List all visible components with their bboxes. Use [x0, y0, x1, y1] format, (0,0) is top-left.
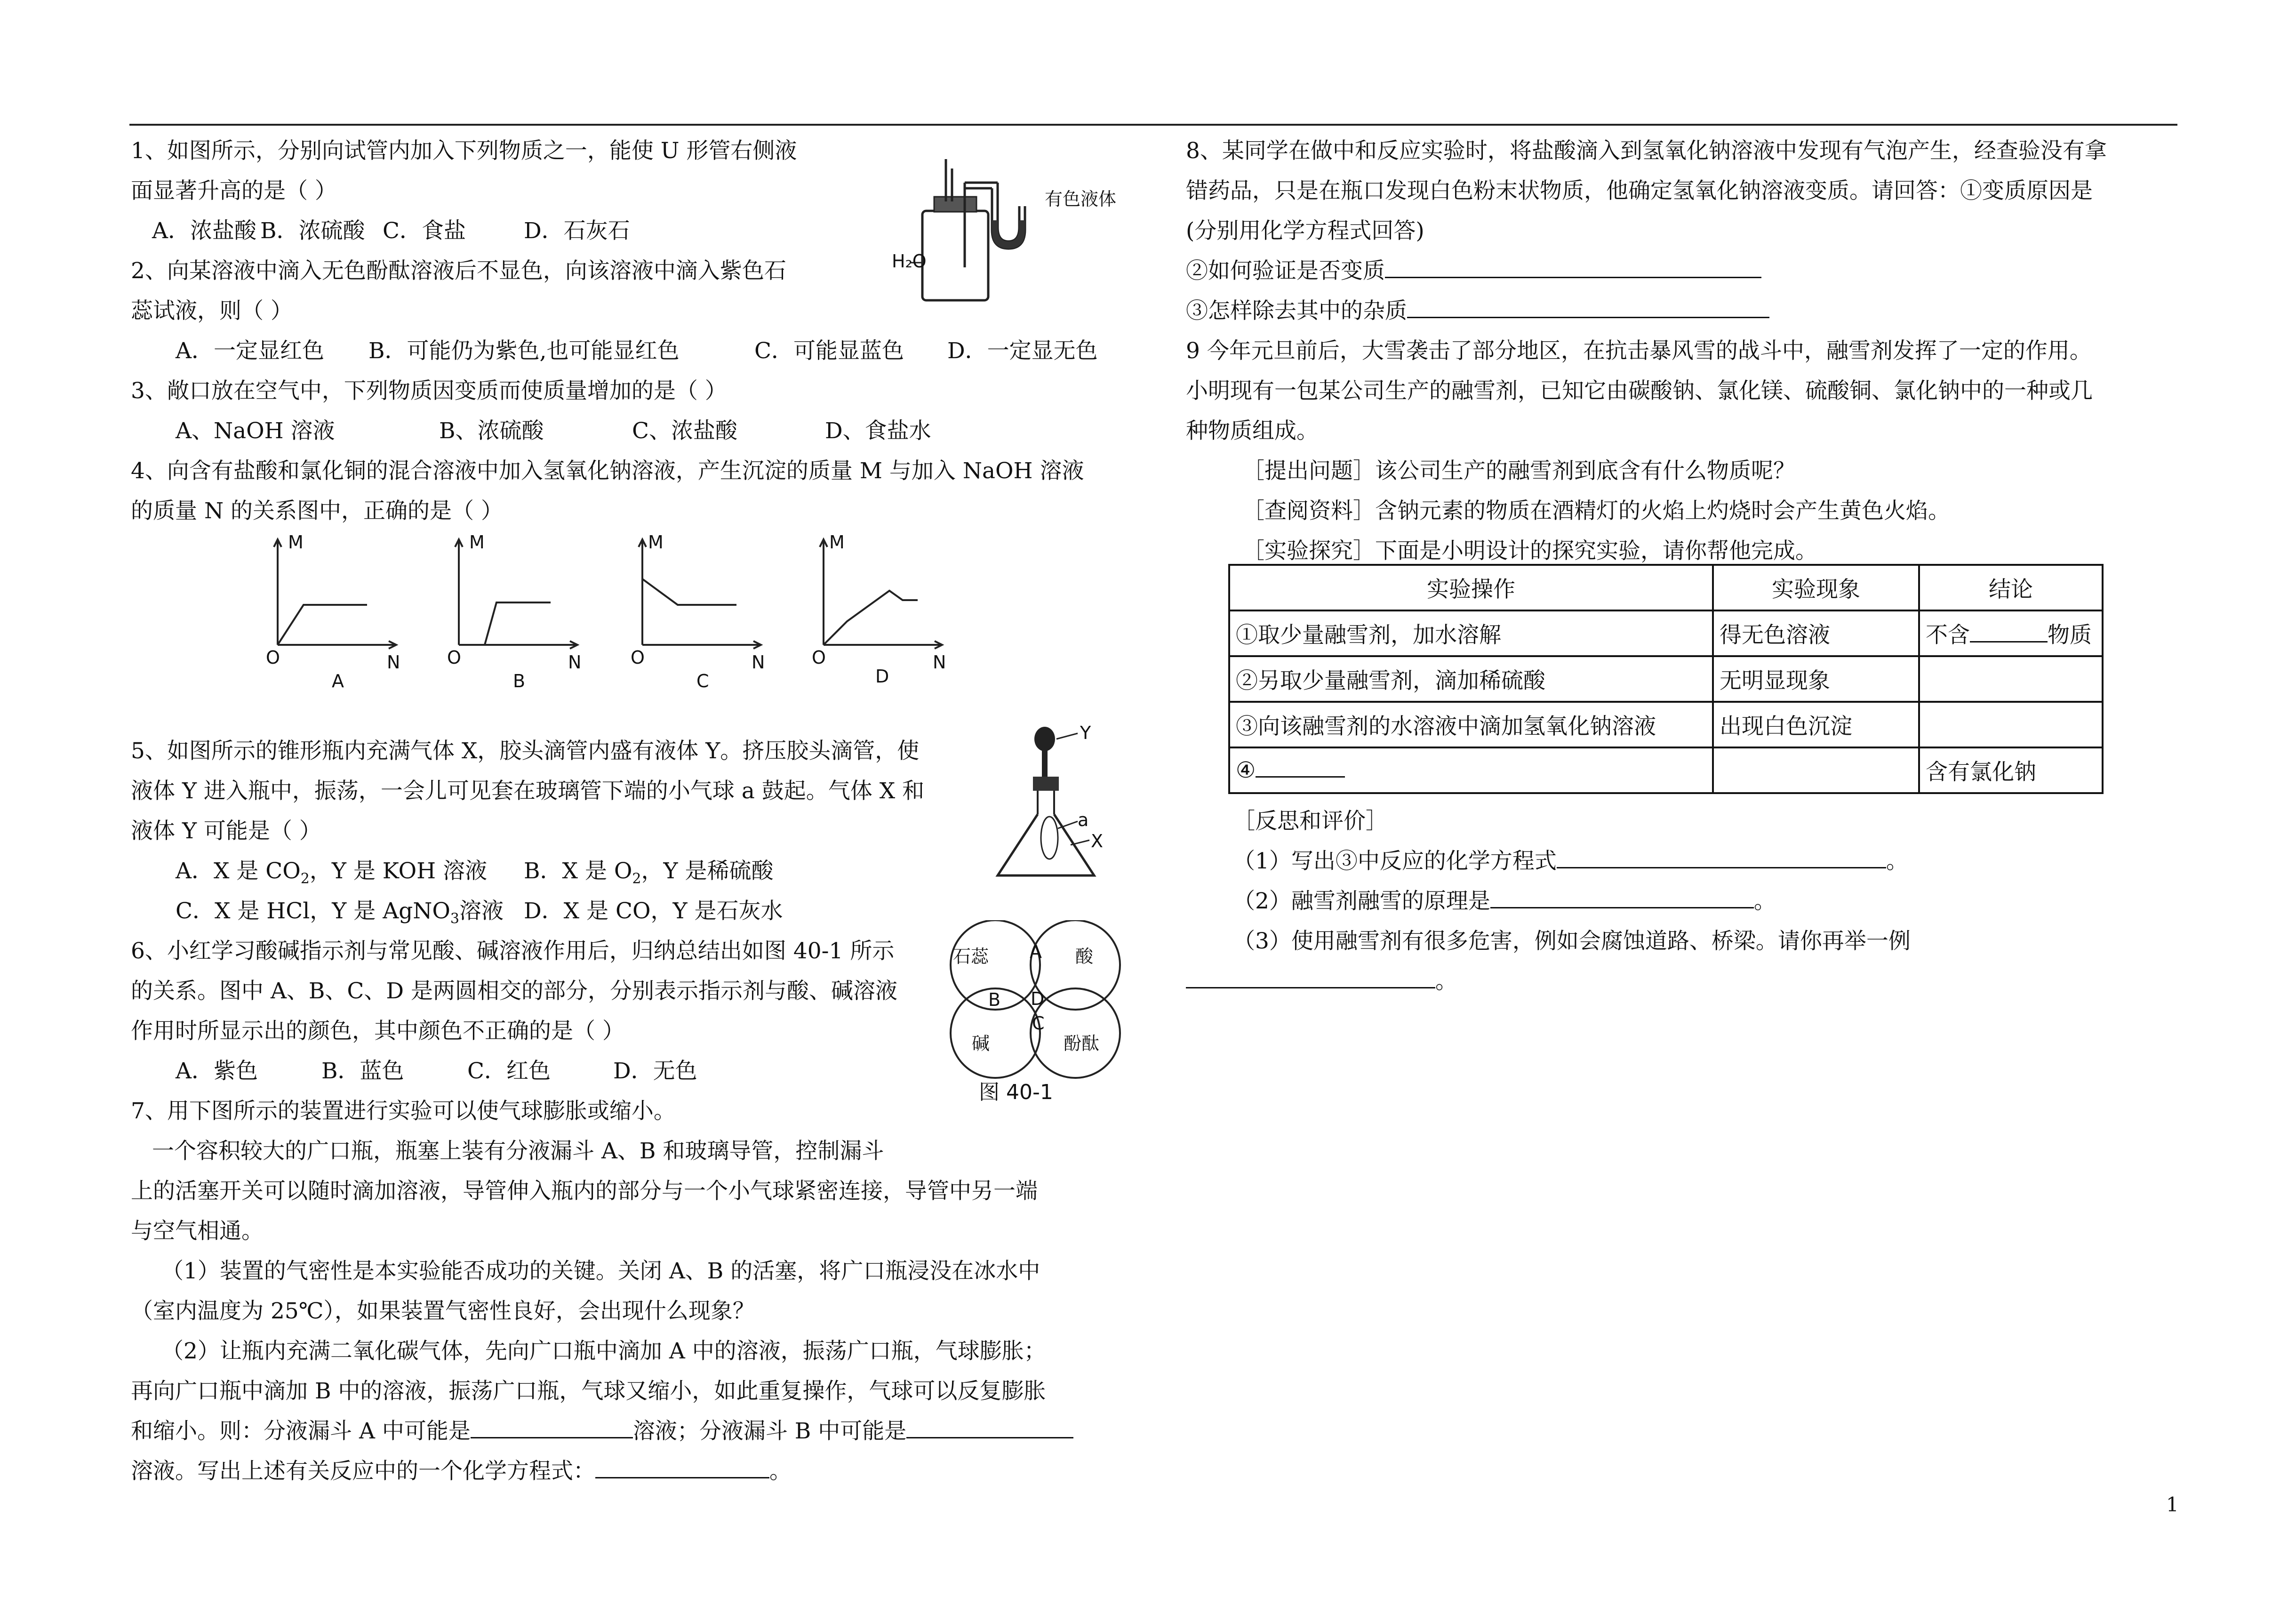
q6-line2: 的关系。图中 A、B、C、D 是两圆相交的部分，分别表示指示剂与酸、碱溶液 [131, 978, 898, 1004]
q3-line1: 3、敞口放在空气中，下列物质因变质而使质量增加的是（ ） [131, 378, 727, 404]
q8-line5 [1186, 291, 2184, 331]
q7-line10 [131, 1451, 1138, 1491]
q2-line2: 蕊试液，则（ ） [131, 298, 293, 324]
q5-option-b-rest: ，Y 是稀硫酸 [641, 858, 774, 884]
q6-line3: 作用时所显示出的颜色，其中颜色不正确的是（ ） [131, 1018, 624, 1044]
q9-line1: 9 今年元旦前后，大雪袭击了部分地区，在抗击暴风雪的战斗中，融雪剂发挥了一定的作用。 [1186, 338, 2092, 364]
q9-line5: ［查阅资料］含钠元素的物质在酒精灯的火焰上灼烧时会产生黄色火焰。 [1242, 498, 1950, 524]
q5-fig-x-label: X [1091, 831, 1104, 851]
q9-line4: ［提出问题］该公司生产的融雪剂到底含有什么物质呢？ [1242, 458, 1795, 484]
table-cell-ph-2: 无明显现象 [1713, 656, 1919, 702]
q8-blank-verify[interactable] [1385, 253, 1761, 278]
q2-options [131, 331, 1138, 371]
reflect-3-end: 。 [1435, 968, 1457, 994]
q4-a-origin: O [266, 647, 280, 668]
q1-option-c: C．食盐 [383, 218, 466, 244]
venn-litmus-label: 石蕊 [953, 946, 989, 967]
table-header-phenomenon: 实验现象 [1713, 565, 1919, 610]
table-header-conclusion: 结论 [1919, 565, 2103, 610]
q4-b-axis-y: M [469, 532, 485, 553]
q4-b-origin: O [447, 647, 461, 668]
q1-fig-liquid-label: 有色液体 [1045, 189, 1117, 209]
reflect-1-text: （1）写出③中反应的化学方程式 [1233, 848, 1557, 874]
table-cell-op-2: ②另取少量融雪剂，滴加稀硫酸 [1229, 656, 1713, 702]
q3-option-b: B、浓硫酸 [439, 418, 544, 444]
q7-line6: （室内温度为 25℃），如果装置气密性良好，会出现什么现象？ [131, 1298, 755, 1324]
venn-a-label: A [1030, 941, 1042, 962]
q2-option-a: A．一定显红色 [176, 338, 324, 364]
q5-option-c-text: C．X 是 HCl，Y 是 AgNO [176, 898, 450, 924]
table-cell-con-2[interactable] [1919, 656, 2103, 702]
table-row [1229, 656, 2103, 702]
table-cell-op-3: ③向该融雪剂的水溶液中滴加氢氧化钠溶液 [1229, 702, 1713, 747]
table-cell-con-1 [1919, 610, 2103, 656]
table-cell-op-4 [1229, 747, 1713, 793]
reflect-3: （3）使用融雪剂有很多危害，例如会腐蚀道路、桥梁。请你再举一例 [1233, 928, 1911, 954]
q4-graph-a [266, 532, 400, 691]
q4-graph-b [447, 532, 581, 691]
q7-line10a: 溶液。写出上述有关反应中的一个化学方程式： [131, 1458, 595, 1484]
q7-line7: （2）让瓶内充满二氧化碳气体，先向广口瓶中滴加 A 中的溶液，振荡广口瓶，气球膨胀； [161, 1338, 1046, 1364]
q7-blank-equation[interactable] [595, 1453, 769, 1478]
q7-line4: 与空气相通。 [131, 1218, 264, 1244]
q5-option-c-sub: 3 [450, 910, 459, 927]
q2-option-b: B．可能仍为紫色,也可能显红色 [368, 338, 680, 364]
q7-line8: 再向广口瓶中滴加 B 中的溶液，振荡广口瓶，气球又缩小，如此重复操作，气球可以反复膨胀 [131, 1378, 1046, 1404]
q5-fig-a-label: a [1078, 810, 1089, 830]
q5-flask-figure [984, 720, 1134, 890]
q6-option-c: C．红色 [467, 1058, 551, 1084]
q4-d-origin: O [812, 647, 826, 668]
venn-d-label: D [1031, 988, 1045, 1009]
table-blank-operation-4[interactable] [1256, 757, 1345, 778]
q8-line5-text: ③怎样除去其中的杂质 [1186, 298, 1407, 324]
q4-d-axis-y: M [829, 532, 845, 553]
header-rule [129, 124, 2177, 126]
reflect-1-end: 。 [1886, 848, 1908, 874]
q4-graph-d [812, 532, 946, 687]
table-row [1229, 747, 2103, 793]
q7-blank-funnel-b[interactable] [906, 1413, 1073, 1438]
table-header-operation: 实验操作 [1229, 565, 1713, 610]
reflect-2 [1186, 881, 2184, 921]
reflect-1-blank[interactable] [1557, 843, 1886, 868]
table-row [1229, 610, 2103, 656]
q7-blank-funnel-a[interactable] [471, 1413, 633, 1438]
q4-c-origin: O [631, 647, 645, 668]
q5-line3: 液体 Y 可能是（ ） [131, 818, 321, 844]
q7-line9 [131, 1411, 1138, 1451]
q5-fig-y-label: Y [1080, 723, 1091, 743]
venn-caption: 图 40-1 [979, 1080, 1053, 1104]
table-cell-con-1-suffix: 物质 [2048, 622, 2092, 648]
reflect-1 [1186, 841, 2184, 881]
table-cell-ph-3: 出现白色沉淀 [1713, 702, 1919, 747]
q7-line9a: 和缩小。则：分液漏斗 A 中可能是 [131, 1418, 471, 1444]
q6-option-a: A．紫色 [176, 1058, 258, 1084]
q6-option-d: D．无色 [613, 1058, 697, 1084]
q9-line3: 种物质组成。 [1186, 418, 1319, 444]
q5-option-c-rest: 溶液 [459, 898, 504, 924]
q4-line2: 的质量 N 的关系图中，正确的是（ ） [131, 498, 503, 524]
q5-option-a-rest: ，Y 是 KOH 溶液 [309, 858, 488, 884]
q6-venn-figure [934, 920, 1141, 1108]
venn-base-label: 碱 [972, 1033, 990, 1054]
q5-line1: 5、如图所示的锥形瓶内充满气体 X，胶头滴管内盛有液体 Y。挤压胶头滴管，使 [131, 738, 920, 764]
reflect-2-end: 。 [1753, 888, 1776, 914]
reflect-3-blank[interactable] [1186, 964, 1435, 988]
venn-c-label: C [1032, 1013, 1045, 1034]
q2-option-c: C．可能显蓝色 [754, 338, 904, 364]
q4-b-label: B [513, 671, 526, 691]
right-column [1186, 131, 2184, 571]
q1-line2: 面显著升高的是（ ） [131, 178, 337, 204]
q8-line3: (分别用化学方程式回答) [1186, 218, 1424, 244]
q7-line5: （1）装置的气密性是本实验能否成功的关键。关闭 A、B 的活塞，将广口瓶浸没在冰水中 [161, 1258, 1040, 1284]
q8-line1: 8、某同学在做中和反应实验时，将盐酸滴入到氢氧化钠溶液中发现有气泡产生，经查验没有拿 [1186, 138, 2107, 164]
q1-option-a: A．浓盐酸 [152, 218, 256, 244]
q1-line1: 1、如图所示，分别向试管内加入下列物质之一，能使 U 形管右侧液 [131, 138, 797, 164]
q2-line1: 2、向某溶液中滴入无色酚酞溶液后不显色，向该溶液中滴入紫色石 [131, 258, 786, 284]
table-header-row [1229, 565, 2103, 610]
q5-option-b-text: B．X 是 O [524, 858, 632, 884]
q5-option-d: D．X 是 CO，Y 是石灰水 [524, 898, 783, 924]
venn-b-label: B [988, 989, 1001, 1010]
table-cell-con-4: 含有氯化钠 [1919, 747, 2103, 793]
q3-options [131, 411, 1138, 451]
table-blank-not-contain[interactable] [1970, 622, 2048, 642]
q7-line9b: 溶液；分液漏斗 B 中可能是 [632, 1418, 907, 1444]
q2-option-d: D．一定显无色 [947, 338, 1098, 364]
q7-line1: 7、用下图所示的装置进行实验可以使气球膨胀或缩小。 [131, 1098, 676, 1124]
q7-line3: 上的活塞开关可以随时滴加溶液，导管伸入瓶内的部分与一个小气球紧密连接，导管中另一端 [131, 1178, 1038, 1204]
table-cell-ph-1: 得无色溶液 [1713, 610, 1919, 656]
q8-line4 [1186, 251, 2184, 291]
q4-graph-c [631, 532, 765, 691]
q4-d-label: D [875, 666, 889, 687]
q4-c-axis-x: N [752, 652, 765, 673]
q5-option-a-sub: 2 [300, 870, 310, 887]
q9-experiment-table [1228, 564, 2104, 794]
reflect-title: ［反思和评价］ [1233, 808, 1388, 834]
q6-option-b: B．蓝色 [321, 1058, 404, 1084]
q4-b-axis-x: N [568, 652, 582, 673]
q3-option-d: D、食盐水 [825, 418, 931, 444]
q8-blank-remove[interactable] [1407, 293, 1769, 318]
q5-option-a-text: A．X 是 CO [176, 858, 301, 884]
q1-option-d: D．石灰石 [524, 218, 630, 244]
q4-c-axis-y: M [648, 532, 664, 553]
table-cell-con-3[interactable] [1919, 702, 2103, 747]
q1-option-b: B．浓硫酸 [260, 218, 365, 244]
q4-graphs [264, 527, 960, 701]
q8-line2: 错药品，只是在瓶口发现白色粉末状物质，他确定氢氧化钠溶液变质。请回答：①变质原因是 [1186, 178, 2093, 204]
q5-option-b [524, 858, 774, 887]
q9-line6: ［实验探究］下面是小明设计的探究实验，请你帮他完成。 [1242, 538, 1817, 564]
table-cell-con-1-prefix: 不含 [1926, 622, 1970, 648]
reflect-3-answer [1186, 961, 2184, 1001]
venn-acid-label: 酸 [1075, 946, 1094, 967]
q4-a-axis-x: N [387, 652, 400, 673]
table-cell-op-4-prefix: ④ [1236, 757, 1256, 783]
q8-line4-text: ②如何验证是否变质 [1186, 258, 1385, 284]
table-cell-ph-4[interactable] [1713, 747, 1919, 793]
q3-option-c: C、浓盐酸 [632, 418, 737, 444]
q5-line2: 液体 Y 进入瓶中，振荡，一会儿可见套在玻璃管下端的小气球 a 鼓起。气体 X 和 [131, 778, 925, 804]
venn-phenol-label: 酚酞 [1064, 1033, 1100, 1054]
q4-a-label: A [332, 671, 344, 691]
q1-apparatus-figure [882, 150, 1155, 310]
q4-d-axis-x: N [933, 652, 946, 673]
q5-option-b-sub: 2 [632, 870, 641, 887]
q3-option-a: A、NaOH 溶液 [176, 418, 335, 444]
q9-line2: 小明现有一包某公司生产的融雪剂，已知它由碳酸钠、氯化镁、硫酸铜、氯化钠中的一种或几 [1186, 378, 2093, 404]
page-number: 1 [2166, 1493, 2179, 1516]
q7-line10b: 。 [769, 1458, 792, 1484]
q4-line1: 4、向含有盐酸和氯化铜的混合溶液中加入氢氧化钠溶液，产生沉淀的质量 M 与加入 NaOH 溶液 [131, 458, 1084, 484]
q1-fig-water-label: H₂O [892, 251, 927, 272]
reflect-2-blank[interactable] [1490, 883, 1754, 908]
q6-line1: 6、小红学习酸碱指示剂与常见酸、碱溶液作用后，归纳总结出如图 40-1 所示 [131, 938, 895, 964]
table-cell-op-1: ①取少量融雪剂，加水溶解 [1229, 610, 1713, 656]
reflect-2-text: （2）融雪剂融雪的原理是 [1233, 888, 1490, 914]
q9-reflection [1186, 801, 2184, 1001]
q4-a-axis-y: M [288, 532, 304, 553]
table-row [1229, 702, 2103, 747]
q4-c-label: C [696, 671, 709, 691]
q7-line2: 一个容积较大的广口瓶，瓶塞上装有分液漏斗 A、B 和玻璃导管，控制漏斗 [152, 1138, 884, 1164]
